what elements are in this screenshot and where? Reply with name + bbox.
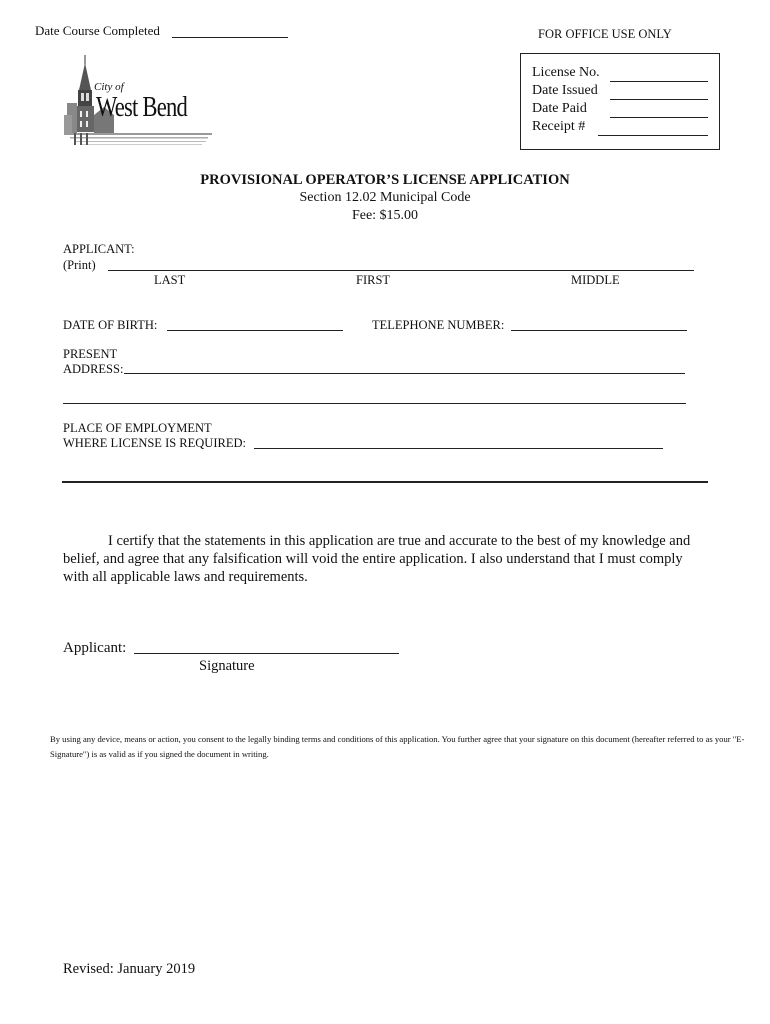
date-paid-field[interactable] xyxy=(610,117,708,118)
date-issued-field[interactable] xyxy=(610,99,708,100)
present-label: PRESENT xyxy=(63,347,118,361)
date-paid-label: Date Paid xyxy=(532,101,587,116)
employment-field[interactable] xyxy=(254,448,663,449)
date-course-completed-field[interactable] xyxy=(172,37,288,38)
address-field-line2[interactable] xyxy=(63,403,686,404)
office-use-box xyxy=(520,53,720,150)
date-of-birth-label: DATE OF BIRTH: xyxy=(63,318,158,332)
office-use-only-label: FOR OFFICE USE ONLY xyxy=(538,27,672,41)
esignature-disclaimer: By using any device, means or action, you consent to the legally binding terms and conditions of this application. You further agree that your signature on this document (hereafter referred to as your "E-Signature") is as valid as if you signed the document in writing. xyxy=(50,734,745,759)
applicant-print-label: (Print) xyxy=(63,258,96,272)
applicant-signature-field[interactable] xyxy=(134,653,399,654)
revised-date: Revised: January 2019 xyxy=(63,961,196,977)
last-name-label: LAST xyxy=(154,273,186,287)
signature-caption: Signature xyxy=(199,658,255,674)
applicant-signature-label: Applicant: xyxy=(63,640,127,656)
form-title: PROVISIONAL OPERATOR’S LICENSE APPLICATION xyxy=(200,172,570,188)
city-logo xyxy=(60,55,212,150)
license-no-field[interactable] xyxy=(610,81,708,82)
date-course-completed-label: Date Course Completed xyxy=(35,23,160,38)
section-divider xyxy=(62,481,708,483)
first-name-label: FIRST xyxy=(356,273,391,287)
form-fee: Fee: $15.00 xyxy=(351,208,419,223)
date-of-birth-field[interactable] xyxy=(167,330,343,331)
receipt-label: Receipt # xyxy=(532,119,586,134)
receipt-field[interactable] xyxy=(598,135,708,136)
form-section: Section 12.02 Municipal Code xyxy=(299,190,471,205)
telephone-field[interactable] xyxy=(511,330,687,331)
middle-name-label: MIDDLE xyxy=(571,273,620,287)
license-no-label: License No. xyxy=(532,65,600,80)
address-label: ADDRESS: xyxy=(63,362,124,376)
logo-west-bend: West Bend xyxy=(96,91,188,123)
date-issued-label: Date Issued xyxy=(532,83,598,98)
applicant-label: APPLICANT: xyxy=(63,242,135,256)
telephone-label: TELEPHONE NUMBER: xyxy=(372,318,505,332)
logo-city-of: City of xyxy=(94,81,124,93)
where-license-required-label: WHERE LICENSE IS REQUIRED: xyxy=(63,436,246,450)
place-of-employment-label: PLACE OF EMPLOYMENT xyxy=(63,421,212,435)
certification-text: I certify that the statements in this application are true and accurate to the best of my knowledge and belief, and agree that any falsification will void the entire application. I also understand that I must comply with all applicable laws and requirements. xyxy=(63,533,691,585)
applicant-name-field[interactable] xyxy=(108,270,694,271)
address-field-line1[interactable] xyxy=(124,373,685,374)
